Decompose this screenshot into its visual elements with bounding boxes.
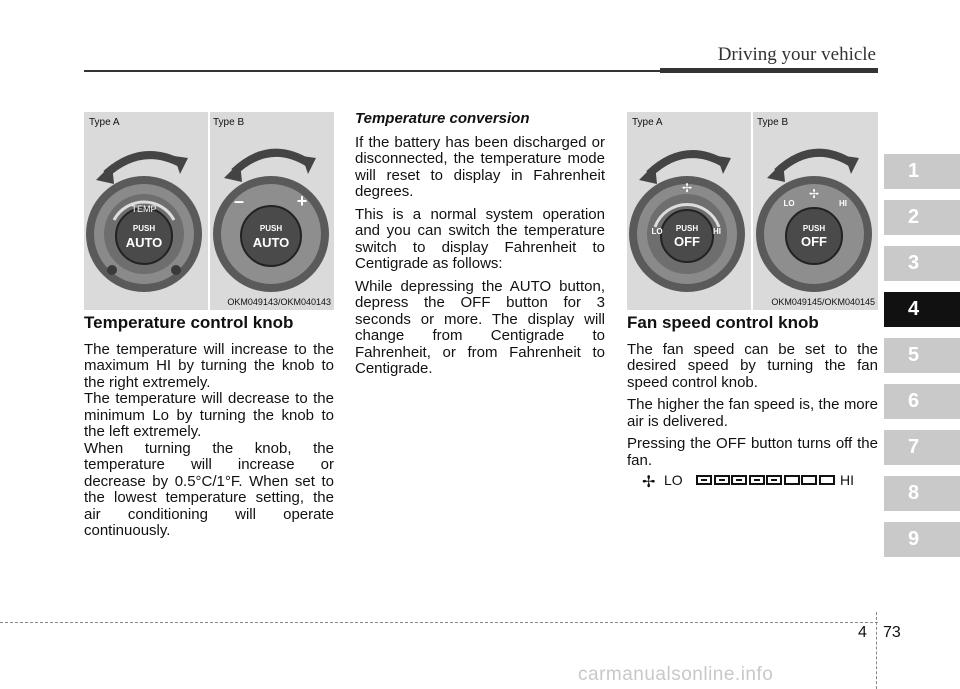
knob-b-plus-label: + — [296, 191, 308, 211]
knob-a-off-label: OFF — [674, 234, 700, 249]
fan-speed-level — [784, 475, 800, 485]
fan-speed-level — [766, 475, 782, 485]
temperature-conversion-heading: Temperature conversion — [355, 110, 530, 127]
fan-speed-paragraph: The higher the fan speed is, the more air is delivered. — [627, 396, 878, 430]
figure-type-a-label: Type A — [632, 117, 663, 128]
fan-speed-level — [819, 475, 835, 485]
fan-scale-hi-label: HI — [840, 472, 854, 488]
fan-knob-illustration — [627, 112, 878, 310]
knob-a-auto-label: AUTO — [125, 235, 163, 250]
footer-separator — [876, 612, 877, 689]
chapter-tab-5[interactable]: 5 — [884, 338, 960, 373]
knob-b-push-label: PUSH — [259, 224, 283, 233]
knob-a-push-label: PUSH — [675, 224, 699, 233]
chapter-tab-8[interactable]: 8 — [884, 476, 960, 511]
fan-speed-level — [801, 475, 817, 485]
knob-a-temp-label: TEMP — [131, 204, 157, 214]
fan-icon: ✢ — [642, 474, 656, 491]
chapter-tab-1[interactable]: 1 — [884, 154, 960, 189]
chapter-tab-2[interactable]: 2 — [884, 200, 960, 235]
fan-speed-level — [731, 475, 747, 485]
temperature-conversion-paragraph: While depressing the AUTO button, depress the OFF button for 3 seconds or more. The display will change from Centigrade to Fahrenheit, or from Fahrenheit to Centigrade. — [355, 277, 605, 377]
chapter-number: 4 — [858, 624, 867, 641]
temperature-control-paragraph: The temperature will decrease to the minimum Lo by turning the knob to the left extremely. — [84, 390, 334, 440]
temperature-knob-illustration — [84, 112, 334, 310]
fan-speed-level — [696, 475, 712, 485]
fan-speed-section — [627, 315, 878, 475]
chapter-tabs — [884, 154, 960, 568]
section-title: Driving your vehicle — [717, 44, 876, 65]
knob-b-off-label: OFF — [801, 234, 827, 249]
knob-b-hi-label: HI — [839, 199, 847, 208]
page-number: 73 — [883, 624, 901, 641]
footer-rule — [0, 622, 878, 623]
temperature-conversion-section — [355, 111, 605, 384]
temperature-control-section — [84, 315, 334, 546]
header-rule-bold — [660, 68, 878, 73]
fan-knob-figure — [627, 112, 878, 310]
chapter-tab-7[interactable]: 7 — [884, 430, 960, 465]
knob-a-fan-icon: ✢ — [681, 181, 693, 195]
temperature-control-paragraph: When turning the knob, the temperature will increase or decrease by 0.5°C/1°F. When set to the lowest temperature setting, the air conditioning will operate continuously. — [84, 439, 334, 539]
fan-speed-indicator — [642, 472, 882, 490]
figure-code: OKM049143/OKM040143 — [227, 297, 331, 307]
figure-code: OKM049145/OKM040145 — [771, 297, 875, 307]
header-rule — [84, 70, 660, 72]
chapter-tab-9[interactable]: 9 — [884, 522, 960, 557]
fan-speed-level — [749, 475, 765, 485]
temperature-control-heading: Temperature control knob — [84, 313, 294, 332]
knob-a-lo-label: LO — [651, 227, 663, 236]
knob-b-auto-label: AUTO — [252, 235, 290, 250]
fan-speed-paragraph: Pressing the OFF button turns off the fan. — [627, 435, 878, 469]
watermark: carmanualsonline.info — [578, 664, 774, 685]
knob-b-lo-label: LO — [783, 199, 795, 208]
fan-scale-lo-label: LO — [664, 472, 683, 488]
knob-a-hi-label: HI — [713, 227, 721, 236]
figure-type-b-label: Type B — [757, 117, 789, 128]
knob-b-push-label: PUSH — [802, 224, 826, 233]
fan-speed-paragraph: The fan speed can be set to the desired speed by turning the fan speed control knob. — [627, 340, 878, 391]
fan-speed-level — [714, 475, 730, 485]
chapter-tab-6[interactable]: 6 — [884, 384, 960, 419]
temperature-conversion-paragraph: This is a normal system operation and you can switch the temperature switch to display Fahrenheit to Centigrade as follows: — [355, 205, 605, 272]
knob-b-minus-label: – — [233, 191, 245, 211]
chapter-tab-3[interactable]: 3 — [884, 246, 960, 281]
knob-b-fan-icon: ✢ — [808, 187, 820, 201]
figure-type-a-label: Type A — [89, 117, 120, 128]
temperature-knob-figure — [84, 112, 334, 310]
temperature-conversion-paragraph: If the battery has been discharged or disconnected, the temperature mode will reset to display in Fahrenheit degrees. — [355, 133, 605, 200]
temperature-control-paragraph: The temperature will increase to the maximum HI by turning the knob to the right extremely. — [84, 340, 334, 391]
chapter-tab-4[interactable]: 4 — [884, 292, 960, 327]
figure-type-b-label: Type B — [213, 117, 245, 128]
fan-speed-heading: Fan speed control knob — [627, 313, 819, 332]
knob-a-push-label: PUSH — [132, 224, 156, 233]
